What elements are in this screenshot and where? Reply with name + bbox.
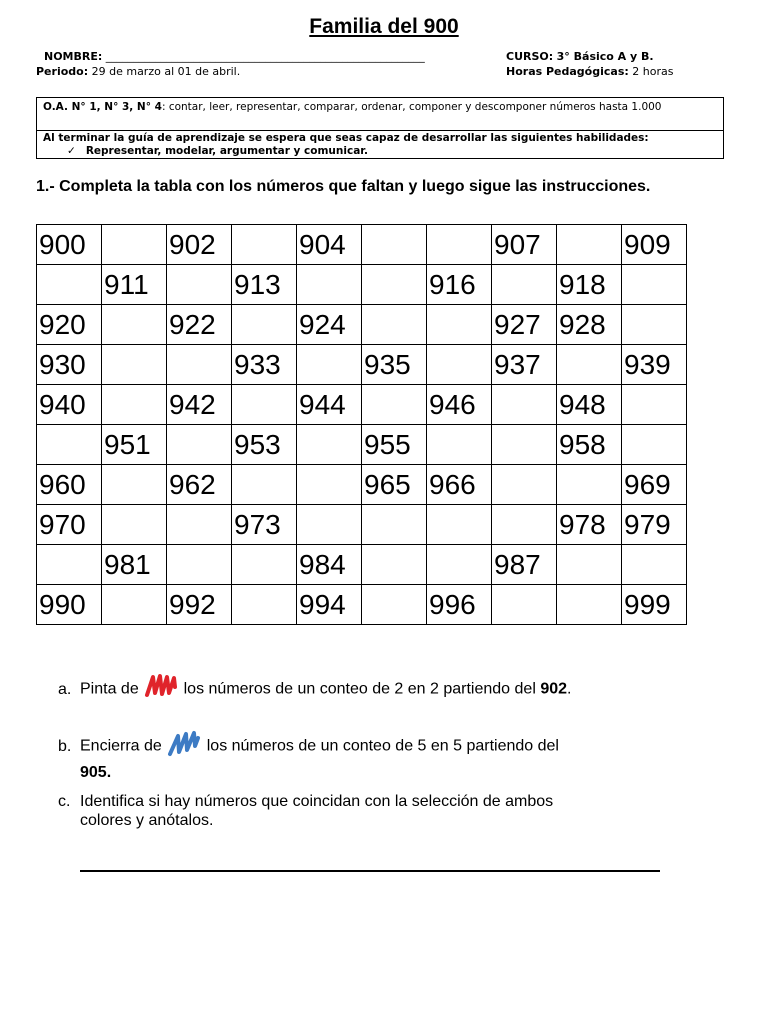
empty-number-cell[interactable] <box>362 505 427 545</box>
page-title: Familia del 900 <box>309 15 459 38</box>
check-icon: ✓ <box>67 145 76 157</box>
empty-number-cell[interactable] <box>37 265 102 305</box>
empty-number-cell[interactable] <box>557 465 622 505</box>
number-cell: 955 <box>362 425 427 465</box>
empty-number-cell[interactable] <box>622 425 687 465</box>
empty-number-cell[interactable] <box>427 425 492 465</box>
empty-number-cell[interactable] <box>492 505 557 545</box>
table-row <box>37 345 687 385</box>
number-cell: 939 <box>622 345 687 385</box>
curso-value: 3° Básico A y B. <box>556 50 654 63</box>
number-cell: 942 <box>167 385 232 425</box>
empty-number-cell[interactable] <box>37 545 102 585</box>
table-row <box>37 465 687 505</box>
horas-value: 2 horas <box>632 65 674 78</box>
table-row <box>37 225 687 265</box>
skills-row <box>37 131 723 158</box>
table-row <box>37 385 687 425</box>
goal-text: Al terminar la guía de aprendizaje se espera que seas capaz de desarrollar las siguientes habilidades: <box>43 132 649 144</box>
number-cell: 970 <box>37 505 102 545</box>
number-cell: 918 <box>557 265 622 305</box>
horas-label: Horas Pedagógicas: <box>506 65 629 78</box>
instruction-c <box>58 792 553 830</box>
number-cell: 911 <box>102 265 167 305</box>
number-cell: 987 <box>492 545 557 585</box>
number-cell: 935 <box>362 345 427 385</box>
number-cell: 920 <box>37 305 102 345</box>
empty-number-cell[interactable] <box>492 425 557 465</box>
empty-number-cell[interactable] <box>492 465 557 505</box>
number-cell: 927 <box>492 305 557 345</box>
empty-number-cell[interactable] <box>557 545 622 585</box>
oa-text: : contar, leer, representar, comparar, ordenar, componer y descomponer números hasta 1.000 <box>161 101 662 113</box>
table-row <box>37 305 687 345</box>
number-cell: 922 <box>167 305 232 345</box>
number-cell: 981 <box>102 545 167 585</box>
number-cell: 907 <box>492 225 557 265</box>
empty-number-cell[interactable] <box>102 505 167 545</box>
periodo-value: 29 de marzo al 01 de abril. <box>91 65 241 78</box>
table-row <box>37 505 687 545</box>
empty-number-cell[interactable] <box>557 345 622 385</box>
empty-number-cell[interactable] <box>102 465 167 505</box>
name-field-row <box>44 50 425 63</box>
curso-row <box>506 50 654 63</box>
instruction-c-line2: colores y anótalos. <box>80 812 214 829</box>
empty-number-cell[interactable] <box>362 265 427 305</box>
table-row <box>37 585 687 625</box>
empty-number-cell[interactable] <box>362 545 427 585</box>
number-cell: 909 <box>622 225 687 265</box>
instruction-b-bold: 905. <box>80 764 112 781</box>
instruction-a-end: . <box>567 680 572 698</box>
nombre-label: NOMBRE: <box>44 50 103 63</box>
number-cell: 960 <box>37 465 102 505</box>
number-cell: 904 <box>297 225 362 265</box>
empty-number-cell[interactable] <box>167 265 232 305</box>
empty-number-cell[interactable] <box>102 585 167 625</box>
number-cell: 948 <box>557 385 622 425</box>
number-cell: 900 <box>37 225 102 265</box>
empty-number-cell[interactable] <box>102 305 167 345</box>
number-cell: 930 <box>37 345 102 385</box>
number-cell: 984 <box>297 545 362 585</box>
number-cell: 946 <box>427 385 492 425</box>
empty-number-cell[interactable] <box>167 425 232 465</box>
oa-row <box>37 98 723 131</box>
empty-number-cell[interactable] <box>362 385 427 425</box>
empty-number-cell[interactable] <box>622 385 687 425</box>
number-cell: 979 <box>622 505 687 545</box>
nombre-line: __________________________________________________________ <box>105 50 425 63</box>
periodo-label: Periodo: <box>36 65 89 78</box>
number-cell: 944 <box>297 385 362 425</box>
number-cell: 966 <box>427 465 492 505</box>
instruction-a-label: a. <box>58 680 72 698</box>
empty-number-cell[interactable] <box>362 585 427 625</box>
empty-number-cell[interactable] <box>232 465 297 505</box>
number-table <box>36 224 687 625</box>
number-cell: 951 <box>102 425 167 465</box>
number-cell: 937 <box>492 345 557 385</box>
empty-number-cell[interactable] <box>427 345 492 385</box>
number-cell: 969 <box>622 465 687 505</box>
periodo-row <box>36 65 240 78</box>
empty-number-cell[interactable] <box>557 225 622 265</box>
red-scribble-icon <box>143 673 179 706</box>
empty-number-cell[interactable] <box>557 585 622 625</box>
empty-number-cell[interactable] <box>492 265 557 305</box>
instruction-a-post: los números de un conteo de 2 en 2 partiendo del <box>183 680 536 698</box>
empty-number-cell[interactable] <box>297 345 362 385</box>
empty-number-cell[interactable] <box>102 385 167 425</box>
instruction-c-line1: Identifica si hay números que coincidan con la selección de ambos <box>80 793 554 810</box>
oa-label: O.A. N° 1, N° 3, N° 4 <box>43 101 162 113</box>
number-cell: 933 <box>232 345 297 385</box>
number-cell: 965 <box>362 465 427 505</box>
number-cell: 992 <box>167 585 232 625</box>
table-row <box>37 425 687 465</box>
empty-number-cell[interactable] <box>622 305 687 345</box>
empty-number-cell[interactable] <box>232 385 297 425</box>
empty-number-cell[interactable] <box>362 225 427 265</box>
curso-label: CURSO: <box>506 50 554 63</box>
empty-number-cell[interactable] <box>167 345 232 385</box>
empty-number-cell[interactable] <box>102 225 167 265</box>
empty-number-cell[interactable] <box>427 225 492 265</box>
instruction-c-label: c. <box>58 793 71 810</box>
empty-number-cell[interactable] <box>297 265 362 305</box>
number-cell: 973 <box>232 505 297 545</box>
empty-number-cell[interactable] <box>102 345 167 385</box>
instruction-b <box>58 730 559 782</box>
instruction-a <box>58 673 571 706</box>
number-cell: 953 <box>232 425 297 465</box>
number-cell: 978 <box>557 505 622 545</box>
number-cell: 924 <box>297 305 362 345</box>
table-row <box>37 545 687 585</box>
empty-number-cell[interactable] <box>232 545 297 585</box>
question-1: 1.- Completa la tabla con los números que faltan y luego sigue las instrucciones. <box>36 178 651 195</box>
number-cell: 996 <box>427 585 492 625</box>
empty-number-cell[interactable] <box>297 465 362 505</box>
empty-number-cell[interactable] <box>232 225 297 265</box>
number-cell: 902 <box>167 225 232 265</box>
empty-number-cell[interactable] <box>427 305 492 345</box>
empty-number-cell[interactable] <box>492 585 557 625</box>
empty-number-cell[interactable] <box>232 305 297 345</box>
empty-number-cell[interactable] <box>167 505 232 545</box>
instruction-b-label: b. <box>58 737 72 755</box>
empty-number-cell[interactable] <box>297 505 362 545</box>
number-cell: 990 <box>37 585 102 625</box>
empty-number-cell[interactable] <box>492 385 557 425</box>
empty-number-cell[interactable] <box>297 425 362 465</box>
blue-scribble-icon <box>166 730 202 763</box>
table-row <box>37 265 687 305</box>
empty-number-cell[interactable] <box>232 585 297 625</box>
instruction-a-pre: Pinta de <box>80 680 139 698</box>
instruction-b-post: los números de un conteo de 5 en 5 partiendo del <box>206 737 559 755</box>
horas-row <box>506 65 673 78</box>
empty-number-cell[interactable] <box>622 545 687 585</box>
number-cell: 913 <box>232 265 297 305</box>
number-cell: 940 <box>37 385 102 425</box>
number-cell: 916 <box>427 265 492 305</box>
skills-text: Representar, modelar, argumentar y comunicar. <box>85 145 368 157</box>
objectives-box <box>36 97 724 159</box>
empty-number-cell[interactable] <box>427 545 492 585</box>
instruction-a-bold: 902 <box>540 680 568 698</box>
number-cell: 958 <box>557 425 622 465</box>
empty-number-cell[interactable] <box>622 265 687 305</box>
number-cell: 928 <box>557 305 622 345</box>
number-cell: 962 <box>167 465 232 505</box>
number-cell: 994 <box>297 585 362 625</box>
number-cell: 999 <box>622 585 687 625</box>
instruction-b-pre: Encierra de <box>80 737 162 755</box>
answer-line[interactable] <box>80 870 660 872</box>
empty-number-cell[interactable] <box>167 545 232 585</box>
empty-number-cell[interactable] <box>427 505 492 545</box>
empty-number-cell[interactable] <box>37 425 102 465</box>
empty-number-cell[interactable] <box>362 305 427 345</box>
